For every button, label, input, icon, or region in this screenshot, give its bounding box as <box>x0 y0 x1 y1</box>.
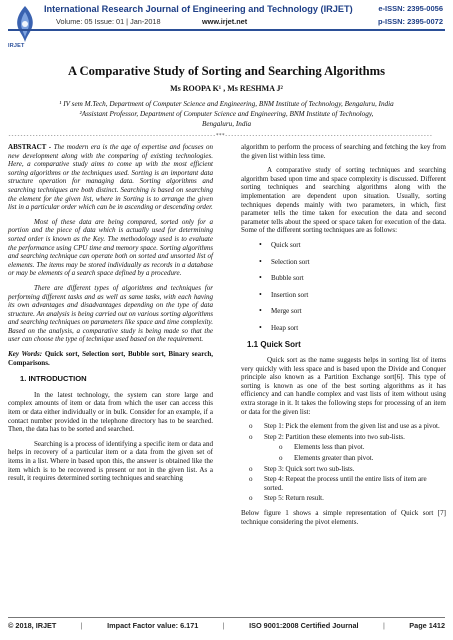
right-paragraph-2: A comparative study of sorting techniques and searching algorithm based upon time and space complexity is discussed. Different sorting techniques and searching algorithms along with the implementation are dependent upon situation. Usually, sorting techniques depends mainly with two parameters, in which, first parameter tells the time taken for execution the data and second parameter tells about the speed or space taken for execution of the data. Some of the different sorting techniques are as follows: <box>241 166 446 235</box>
abstract-paragraph-3: There are different types of algorithms and techniques for performing different tasks and as well as same tasks, with each having its own advantages and disadvantages depending on the type of data structure. An analysis is being carried out on various sorting algorithms and searching techniques on parameters like space and time complexity. Based on the analysis, a comparative study is being made so that the user can choose the type of technique used based on the requirement. <box>8 283 213 344</box>
paper-title: A Comparative Study of Sorting and Searching Algorithms <box>67 64 386 78</box>
list-item: • Insertion sort <box>259 291 446 300</box>
abstract-paragraph-2: Most of these data are being compared, sorted only for a portion and the piece of data which is actually used for determining sorted order is known as the Key. The methodology used is to evaluate the performance using CPU time and memory space. Sorting algorithms and searching technique can operate both on sorted and unsorted list of elements. The items may be stored individually as records in a database or may be elements of a search space defined by a procedure. <box>8 217 213 278</box>
list-item: • Merge sort <box>259 307 446 316</box>
step-bullet: o <box>249 422 253 431</box>
quick-sort-paragraph: Quick sort as the name suggests helps in sorting list of items very quickly with less space and is based upon the Divide and Conquer principle also known as a Partition Exchange sort[6]. This type of sorting is known as one of the best sorting algorithms as it has efficiency and can handle complex and vast lists of item without using extra storage in it. It takes the following steps for processing of an item or data for the given list: <box>241 356 446 416</box>
volume-issue: Volume: 05 Issue: 01 | Jan-2018 <box>56 17 161 26</box>
step-text: Elements less than pivot. <box>294 443 365 452</box>
step-item <box>249 422 446 431</box>
footer-rule <box>8 617 445 618</box>
intro-heading: 1. INTRODUCTION <box>20 374 87 384</box>
header-rule <box>8 29 445 31</box>
step-bullet: o <box>279 443 283 452</box>
step-item <box>249 494 446 503</box>
e-issn: e-ISSN: 2395-0056 <box>378 4 443 13</box>
affiliation-3: Bengaluru, India <box>201 120 252 128</box>
footer-page-number: Page 1412 <box>409 621 445 630</box>
keywords <box>8 350 213 367</box>
step-item <box>249 475 446 492</box>
step-subitem <box>249 443 446 452</box>
step-item <box>249 433 446 442</box>
abstract-paragraph <box>8 143 213 212</box>
step-subitem <box>249 454 446 463</box>
list-item: • Quick sort <box>259 241 446 250</box>
irjet-logo-icon <box>9 4 41 44</box>
step-bullet: o <box>249 494 253 503</box>
list-item: • Bubble sort <box>259 274 446 283</box>
footer-separator: | <box>382 621 385 630</box>
section-divider: ---------------------------------------------------------------------***--------------------------------------------------------------------- <box>8 133 433 139</box>
step-text: Step 1: Pick the element from the given list and use as a pivot. <box>264 422 440 431</box>
journal-website: www.irjet.net <box>202 17 248 26</box>
right-paragraph-1: algorithm to perform the process of searching and fetching the key from the given list within less time. <box>241 143 446 160</box>
list-item: • Selection sort <box>259 258 446 267</box>
journal-name: International Research Journal of Engineering and Technology (IRJET) <box>44 4 353 14</box>
step-text: Step 2: Partition these elements into two sub-lists. <box>264 432 405 441</box>
list-item: • Heap sort <box>259 324 446 333</box>
sorting-techniques-list <box>259 241 446 333</box>
left-column <box>8 143 213 489</box>
quick-sort-steps <box>249 422 446 503</box>
paper-authors: Ms ROOPA K¹ , Ms RESHMA J² <box>170 84 283 93</box>
step-bullet: o <box>279 454 283 463</box>
intro-paragraph-1: In the latest technology, the system can store large and complex amounts of item or data from which the user can access this item or data either individually or in bulk. Consider for an example, if a contact number provided in the telephone directory has to be searched. Then, the data has to be sorted and searched. <box>8 390 213 434</box>
quick-sort-heading: 1.1 Quick Sort <box>247 339 301 349</box>
affiliation-2: ²Assistant Professor, Department of Computer Science and Engineering, BNM Institute of Technology, <box>79 110 374 118</box>
keywords-label: Key Words: <box>8 350 43 359</box>
footer-separator: | <box>222 621 225 630</box>
abstract-text: The modern era is the age of expertise and focuses on new development along with the comparing of existing technologies. Here, a comparative study aims to come up with the most efficient sorting algorithms or the techniques used. Sorting is an important data structure operation for managing data. Sorting algorithms and searching techniques are both distinct. Searching is based on searching the element for the given list, where in Sorting is to arrange the given list in a particular order which can be in ascending or descending order. <box>8 143 213 212</box>
footer-copyright: © 2018, IRJET <box>8 621 57 630</box>
keywords-text: Quick sort, Selection sort, Bubble sort, Binary search, Comparisons. <box>8 350 213 367</box>
figure-reference-paragraph: Below figure 1 shows a simple representation of Quick sort [7] technique considering the pivot elements. <box>241 509 446 526</box>
affiliation-1: ¹ IV sem M.Tech, Department of Computer Science and Engineering, BNM Institute of Technology, Bengaluru, India <box>59 100 394 108</box>
right-column <box>241 143 446 532</box>
intro-paragraph-2: Searching is a process of identifying a specific item or data and helps in recovery of a particular item or a data from the given set of items in a list. Where in based upon this, the answer is obtained like the item which is to be recovered is present or not in the given list. As a result, it requires determined sorting techniques and searching <box>8 439 213 483</box>
step-text: Step 5: Return result. <box>264 494 324 503</box>
logo-wordmark: IRJET <box>8 43 25 49</box>
footer-impact-factor: Impact Factor value: 6.171 <box>107 621 199 630</box>
step-text: Step 3: Quick sort two sub-lists. <box>264 464 355 473</box>
page-footer <box>8 621 445 630</box>
step-bullet: o <box>249 475 253 484</box>
footer-separator: | <box>80 621 83 630</box>
step-item <box>249 465 446 474</box>
step-text: Step 4: Repeat the process until the entire lists of item are sorted. <box>264 475 427 492</box>
journal-header <box>0 0 453 56</box>
step-bullet: o <box>249 432 253 441</box>
abstract-label: ABSTRACT - <box>8 143 52 151</box>
step-text: Elements greater than pivot. <box>294 454 374 463</box>
footer-iso: ISO 9001:2008 Certified Journal <box>249 621 359 630</box>
step-bullet: o <box>249 464 253 473</box>
p-issn: p-ISSN: 2395-0072 <box>377 17 443 26</box>
